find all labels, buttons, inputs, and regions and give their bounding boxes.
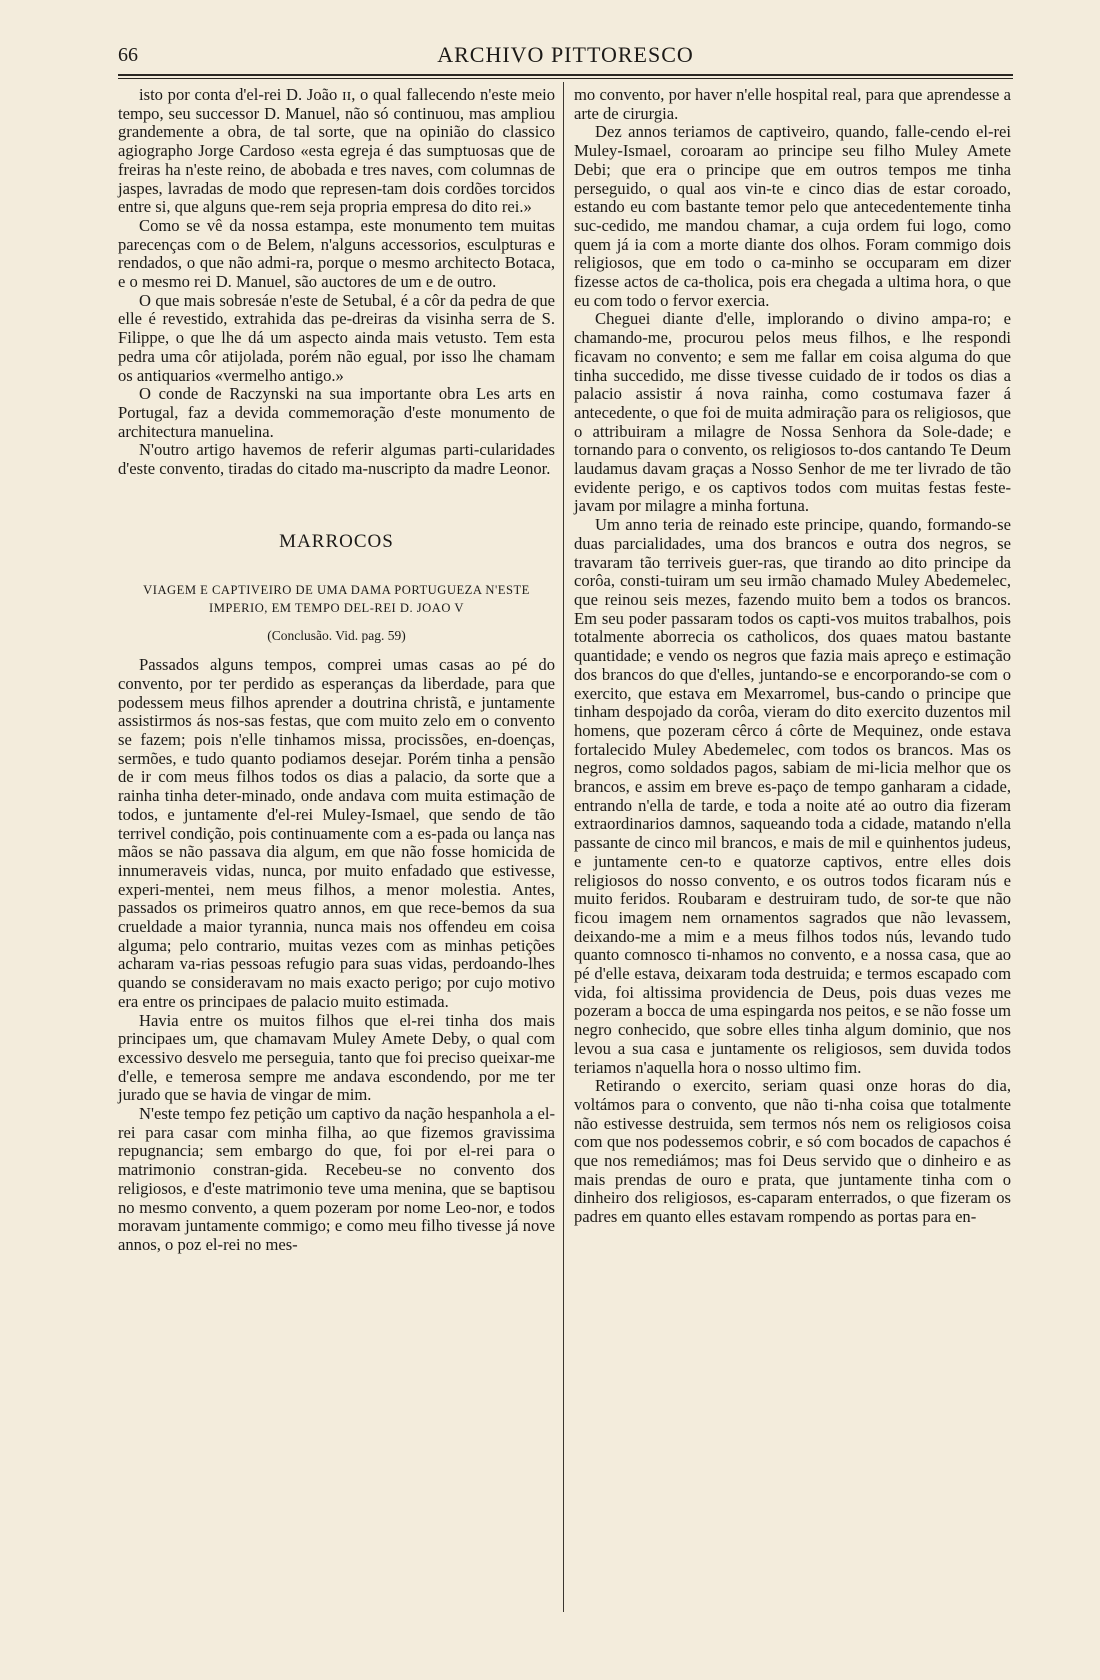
section-subtitle-line: VIAGEM E CAPTIVEIRO DE UMA DAMA PORTUGUEZA N'ESTE — [143, 583, 530, 598]
section-subtitle — [118, 581, 555, 617]
right-column — [574, 86, 1011, 1227]
paragraph: Passados alguns tempos, comprei umas casas ao pé do convento, por ter perdido as esperanças da liberdade, para que podessem meus filhos aprender a doutrina christã, e juntamente assistirmos ás nos-sas festas, que com muito zelo em o convento se fazem; pois n'elle tinhamos missa, procissões, en-doenças, sermões, e tudo quanto podiamos desejar. Porém tinha a pensão de ir com meus filhos todos os dias a palacio, da sorte que a rainha tinha deter-minado, onde andava com muita estimação de todos, e juntamente d'el-rei Muley-Ismael, que sendo de tão terrivel condição, pois continuamente com a es-pada ou lança nas mãos se não passava dia algum, em que não fosse homicida de innumeraveis vidas, nunca, por muito enfadado que estivesse, experi-mentei, nem meus filhos, a menor molestia. Antes, passados os primeiros quatro annos, em que rece-bemos da sua crueldade a maior tyrannia, nunca mais nos offendeu em coisa alguma; pelo contrario, muitas vezes com as minhas petições acharam va-rias pessoas refugio para suas vidas, perdoando-lhes quando se consideravam no mais exacto perigo; por cujo motivo era entre os principaes de palacio muito estimada. — [118, 655, 555, 1011]
paragraph: O que mais sobresáe n'este de Setubal, é a côr da pedra de que elle é revestido, extrahida das pe-dreiras da visinha serra de S. Filippe, o que lhe dá um aspecto ainda mais vetusto. Tem esta pedra uma côr atijolada, porém não egual, por isso lhe chamam os antiquarios «vermelho antigo.» — [118, 290, 555, 385]
header-rule-thin — [118, 78, 1013, 79]
page-header — [118, 40, 1013, 74]
running-title: ARCHIVO PITTORESCO — [437, 42, 694, 67]
paragraph: Como se vê da nossa estampa, este monumento tem muitas parecenças com o de Belem, n'alguns accessorios, esculpturas e rendados, o que não admi-ra, porque o mesmo architecto Botaca, e o mesmo rei D. Manuel, são auctores de um e de outro. — [118, 215, 555, 292]
column-divider — [563, 82, 564, 1612]
paragraph: N'outro artigo havemos de referir algumas parti-cularidades d'este convento, tiradas do citado ma-nuscripto da madre Leonor. — [118, 440, 555, 479]
section-note: (Conclusão. Vid. pag. 59) — [267, 628, 406, 644]
paragraph: isto por conta d'el-rei D. João ɪɪ, o qual fallecendo n'este meio tempo, seu successor D. Manuel, não só continuou, mas ampliou grandemente a obra, de tal sorte, que na opinião do classico agiographo Jorge Cardoso «esta egreja é das sumptuosas que de freiras ha n'este reino, de abobada e tres naves, com columnas de jaspes, lavradas de modo que represen-tam dois cordões torcidos entre si, que alguns que-rem seja propria empresa do dito rei.» — [118, 85, 555, 217]
paragraph: mo convento, por haver n'elle hospital real, para que aprendesse a arte de cirurgia. — [574, 85, 1011, 123]
section-title: MARROCOS — [279, 530, 394, 552]
paragraph: Cheguei diante d'elle, implorando o divino ampa-ro; e chamando-me, procurou pelos meus filhos, e lhe respondi ficavam no convento; e sem me fallar em coisa alguma do que tinha succedido, me disse tivesse cuidado de ir todos os dias a palacio assistir á nova rainha, como costumava fazer á antecedente, o que foi de muita admiração para os religiosos, que o attribuiram a milagre de Nossa Senhora da Sole-dade; e tornando para o convento, os religiosos to-dos cantando Te Deum laudamus davam graças a Nosso Senhor de me ter livrado de tão evidente perigo, e os captivos todos com muitas festas feste-javam por milagre a minha fortuna. — [574, 309, 1011, 516]
header-rule-thick — [118, 74, 1013, 76]
paragraph: O conde de Raczynski na sua importante obra Les arts en Portugal, faz a devida commemoração d'este monumento de architectura manuelina. — [118, 384, 555, 441]
page-number: 66 — [118, 44, 138, 66]
left-column — [118, 86, 555, 1255]
paragraph: Dez annos teriamos de captiveiro, quando, falle-cendo el-rei Muley-Ismael, coroaram ao principe seu filho Muley Amete Debi; que era o principe que em outros tempos me tinha perseguido, o qual aos vin-te e cinco dias de estar coroado, estando eu com bastante temor pelo que antecedentemente tinha suc-cedido, me mandou chamar, a cuja ordem fui logo, como quem já ia com a morte diante dos olhos. Foram commigo dois religiosos, que em todo o ca-minho se occuparam em dizer fizesse actos de ca-tholica, pois era chegada a ultima hora, o que eu com todo o fervor exercia. — [574, 122, 1011, 310]
paragraph: Retirando o exercito, seriam quasi onze horas do dia, voltámos para o convento, que não ti-nha coisa que totalmente não estivesse destruida, sem termos nós nem os religiosos coisa com que nos podessemos cobrir, e só com bocados de capachos é que nos remediámos; mas foi Deus servido que o dinheiro e as mais prendas de ouro e prata, que juntamente tinha com o dinheiro dos religiosos, es-caparam enterrados, o que fizeram os padres em quanto elles estavam rompendo as portas para en- — [574, 1076, 1011, 1227]
paragraph: Um anno teria de reinado este principe, quando, formando-se duas parcialidades, uma dos brancos e outra dos negros, se travaram tão terriveis guer-ras, que tirando ao dito principe da corôa, consti-tuiram um seu irmão chamado Muley Abedemelec, que reinou seis mezes, fazendo muito bem a todos os brancos. Em seu poder passaram todos os capti-vos muitos trabalhos, pois totalmente aborrecia os catholicos, dos quaes matou bastante quantidade; e vendo os negros que fazia mais apreço e estimação dos brancos do que d'elles, juntando-se e encorporando-se com o exercito, que estava em Mexarromel, bus-cando o principe que tinham despojado da corôa, vieram do dito exercito duzentos mil homens, que pozeram cêrco á côrte de Mequinez, onde estava fortalecido Muley Abedemelec, com todos os brancos. Mas os negros, como soldados pagos, sabiam de mi-licia melhor que os brancos, e assim em breve es-paço de tempo ganharam a cidade, entrando n'ella de tarde, e toda a noite até ao outro dia fizeram extraordinarios damnos, saqueando toda a cidade, matando n'ella passante de cinco mil brancos, e mais de mil e quinhentos judeus, e juntamente cen-to e quatorze captivos, entre elles dois religiosos do nosso convento, e os outros todos ficaram nús e muito feridos. Roubaram e destruiram tudo, de sor-te que não ficou imagem nem ornamentos sagrados que não levassem, deixando-me a mim e a meus filhos todos nús, levando tudo quanto comnosco ti-nhamos no convento, e a nossa casa, que ao pé d'elle estava, deixaram toda destruida; e termos escapado com vida, foi altissima providencia de Deus, pois duas vezes me pozeram a bocca de uma espingarda nos peitos, e se não fosse um negro conhecido, que sobre elles tinha algum dominio, que nos levou a sua casa e juntamente os religiosos, sem duvida todos teriamos n'aquella hora o nosso ultimo fim. — [574, 515, 1011, 1077]
paragraph: Havia entre os muitos filhos que el-rei tinha dos mais principaes um, que chamavam Muley Amete Deby, o qual com excessivo desvelo me perseguia, tanto que foi preciso queixar-me d'elle, e temerosa sempre me andava escondendo, por me ter jurado que se havia de vingar de mim. — [118, 1010, 555, 1105]
section-subtitle-line: IMPERIO, EM TEMPO DEL-REI D. JOAO V — [209, 601, 464, 616]
paragraph: N'este tempo fez petição um captivo da nação hespanhola a el-rei para casar com minha filha, ao que fizemos gravissima repugnancia; sem embargo do que, foi por el-rei para o matrimonio constran-gida. Recebeu-se no convento dos religiosos, e d'este matrimonio teve uma menina, que se baptisou no mesmo convento, a quem pozeram por nome Leo-nor, e todos moravam juntamente commigo; e como meu filho tivesse já nove annos, o poz el-rei no mes- — [118, 1104, 555, 1254]
